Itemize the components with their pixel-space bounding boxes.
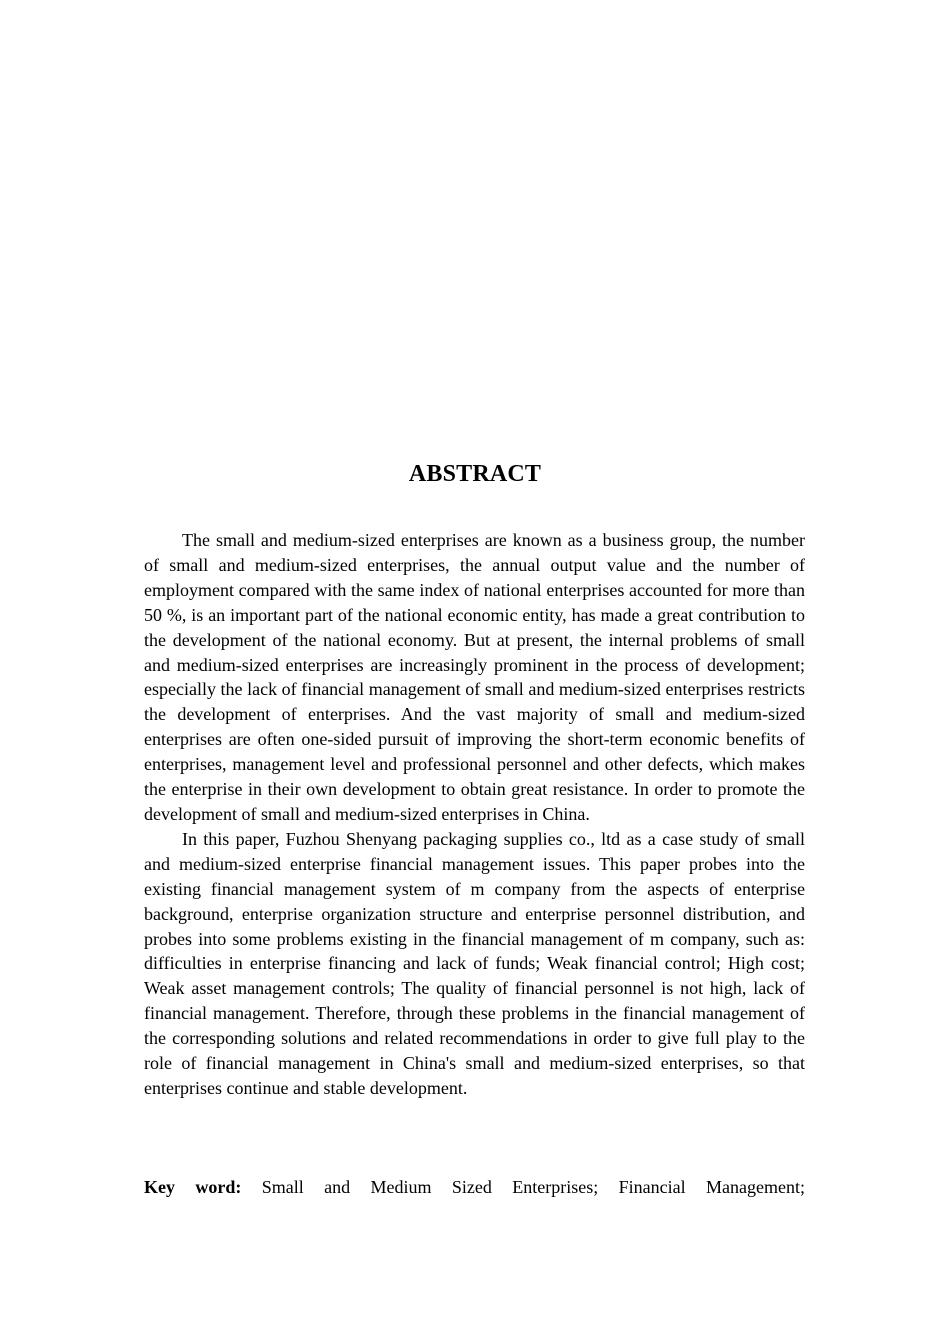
abstract-paragraph-1: The small and medium-sized enterprises are known as a business group, the number of small and medium-sized enterprises, the annual output value and the number of employment compared with the same index of national enterprises accounted for more than 50 %, is an important part of the national economic entity, has made a great contribution to the development of the national economy. But at present, the internal problems of small and medium-sized enterprises are increasingly prominent in the process of development; especially the lack of financial management of small and medium-sized enterprises restricts the development of enterprises. And the vast majority of small and medium-sized enterprises are often one-sided pursuit of improving the short-term economic benefits of enterprises, management level and professional personnel and other defects, which makes the enterprise in their own development to obtain great resistance. In order to promote the development of small and medium-sized enterprises in China.	[144, 530, 805, 824]
abstract-title: ABSTRACT	[408, 461, 542, 487]
keywords-text: Small and Medium Sized Enterprises; Financial Management;	[261, 1177, 805, 1197]
abstract-paragraph-2: In this paper, Fuzhou Shenyang packaging supplies co., ltd as a case study of small and medium-sized enterprise financial management issues. This paper probes into the existing financial management system of m company from the aspects of enterprise background, enterprise organization structure and enterprise personnel distribution, and probes into some problems existing in the financial management of m company, such as: difficulties in enterprise financing and lack of funds; Weak financial control; High cost; Weak asset management controls; The quality of financial personnel is not high, lack of financial management. Therefore, through these problems in the financial management of the corresponding solutions and related recommendations in order to give full play to the role of financial management in China's small and medium-sized enterprises, so that enterprises continue and stable development.	[144, 828, 805, 1098]
keywords-label: Key word:	[144, 1177, 242, 1197]
abstract-body	[144, 528, 805, 1101]
keywords-line	[144, 1175, 805, 1200]
